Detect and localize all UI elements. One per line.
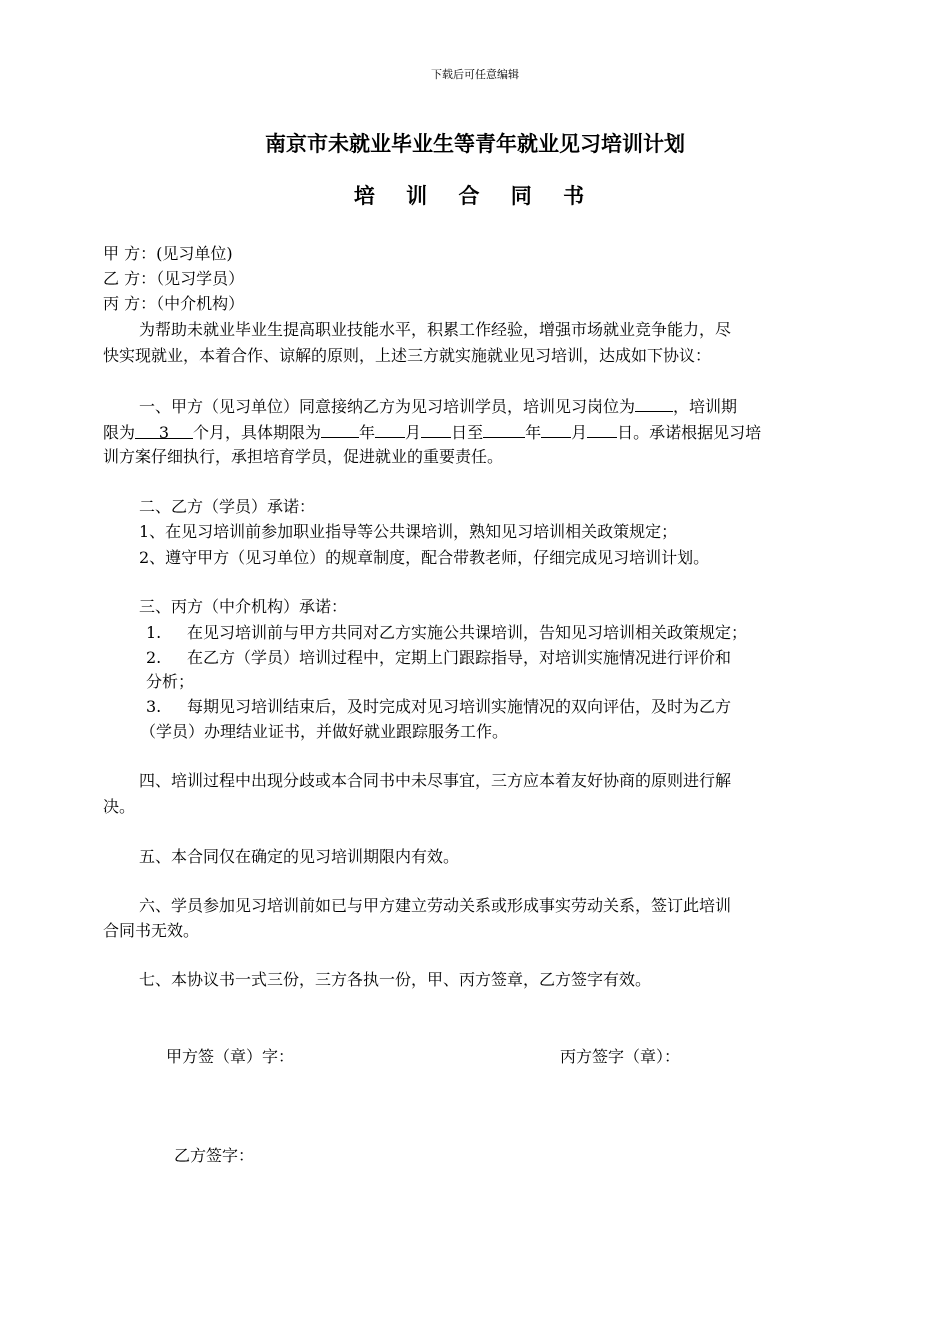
month-label-2: 月 — [571, 423, 588, 442]
end-day-blank — [587, 419, 617, 438]
signature-party-c: 丙方签字（章）： — [560, 1047, 681, 1066]
start-year-blank — [321, 419, 359, 438]
end-month-blank — [541, 419, 571, 438]
clause2-item-2: 2、遵守甲方（见习单位）的规章制度，配合带教老师，仔细完成见习培训计划。 — [139, 548, 710, 567]
clause2-item-1: 1、在见习培训前参加职业指导等公共课培训，熟知见习培训相关政策规定； — [139, 522, 678, 541]
party-b: 乙 方：（见习学员） — [103, 269, 245, 288]
clause6-line-2: 合同书无效。 — [103, 921, 200, 940]
clause3-heading: 三、丙方（中介机构）承诺： — [139, 597, 348, 616]
intro-line-2: 快实现就业，本着合作、谅解的原则，上述三方就实施就业见习培训，达成如下协议： — [103, 346, 712, 365]
month-label: 月 — [405, 423, 422, 442]
end-year-blank — [483, 419, 525, 438]
clause1-line-2 — [103, 419, 761, 446]
clause1-period-text: 个月，具体期限为 — [193, 423, 322, 442]
clause3-item-2b: 分析； — [146, 672, 195, 691]
clause4-line-1: 四、培训过程中出现分歧或本合同书中未尽事宜，三方应本着友好协商的原则进行解 — [139, 771, 732, 790]
clause6-line-1: 六、学员参加见习培训前如已与甲方建立劳动关系或形成事实劳动关系，签订此培训 — [139, 896, 732, 915]
clause5: 五、本合同仅在确定的见习培训期限内有效。 — [139, 847, 460, 866]
document-title: 南京市未就业毕业生等青年就业见习培训计划 — [265, 131, 685, 156]
clause3-item-3b: （学员）办理结业证书，并做好就业跟踪服务工作。 — [140, 722, 509, 741]
party-c: 丙 方：（中介机构） — [103, 294, 245, 313]
start-month-blank — [375, 419, 405, 438]
clause3-num-2: 2. — [146, 648, 162, 667]
year-label: 年 — [359, 423, 376, 442]
year-label-2: 年 — [525, 423, 542, 442]
start-day-blank — [421, 419, 451, 438]
post-blank — [635, 393, 673, 412]
clause1-line-3: 训方案仔细执行，承担培育学员，促进就业的重要责任。 — [103, 447, 504, 466]
clause1-period-label: 限为 — [103, 423, 136, 442]
day-to-label: 日至 — [451, 423, 484, 442]
clause3-item-2a: 在乙方（学员）培训过程中，定期上门跟踪指导，对培训实施情况进行评价和 — [187, 648, 732, 667]
intro-line-1: 为帮助未就业毕业生提高职业技能水平，积累工作经验，增强市场就业竞争能力，尽 — [139, 320, 732, 339]
signature-party-b: 乙方签字： — [174, 1146, 255, 1165]
clause7: 七、本协议书一式三份，三方各执一份，甲、丙方签章，乙方签字有效。 — [139, 970, 652, 989]
document-subtitle: 培 训 合 同 书 — [353, 183, 597, 208]
months-blank — [135, 420, 193, 442]
signature-party-a: 甲方签（章）字： — [166, 1047, 295, 1066]
clause1-line2-tail: 日。承诺根据见习培 — [617, 423, 762, 442]
header-note: 下载后可任意编辑 — [431, 68, 519, 81]
clause3-item-1: 在见习培训前与甲方共同对乙方实施公共课培训，告知见习培训相关政策规定； — [187, 623, 748, 642]
clause1-line-1 — [139, 393, 737, 420]
clause4-line-2: 决。 — [103, 797, 136, 816]
clause3-num-1: 1. — [146, 623, 162, 642]
party-a: 甲 方：(见习单位) — [103, 244, 233, 263]
months-value: 3 — [158, 423, 170, 442]
clause2-heading: 二、乙方（学员）承诺： — [139, 497, 316, 516]
clause1-text-a: 一、甲方（见习单位）同意接纳乙方为见习培训学员，培训见习岗位为 — [139, 397, 636, 416]
clause3-item-3a: 每期见习培训结束后，及时完成对见习培训实施情况的双向评估，及时为乙方 — [187, 697, 732, 716]
clause1-text-b: ，培训期 — [673, 397, 738, 416]
clause3-num-3: 3. — [146, 697, 162, 716]
